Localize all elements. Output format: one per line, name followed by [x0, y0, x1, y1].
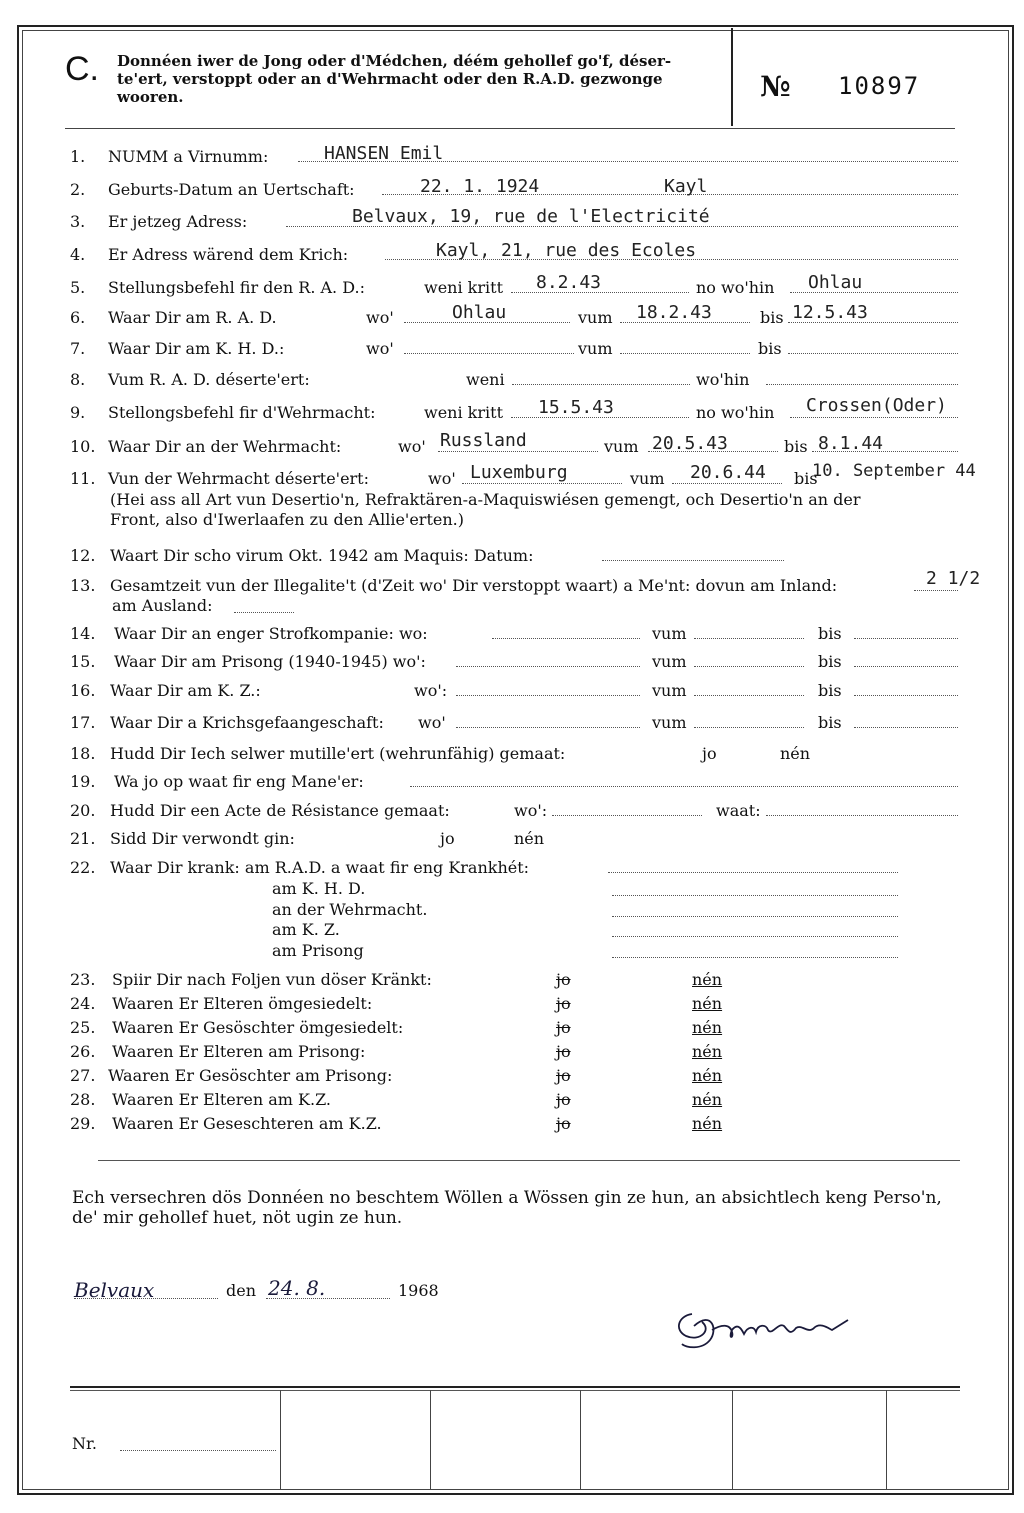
- option-yes[interactable]: jo: [556, 994, 571, 1013]
- sub-label: bis: [818, 713, 842, 732]
- option-no[interactable]: nén: [692, 1018, 723, 1037]
- row-label: Waar Dir an der Wehrmacht:: [108, 437, 342, 456]
- row-label: Hudd Dir een Acte de Résistance gemaat:: [110, 801, 450, 820]
- row-number: 24.: [70, 994, 96, 1013]
- row-label: Wa jo op waat fir eng Mane'er:: [114, 772, 364, 791]
- row-13-note: am Ausland:: [112, 596, 213, 615]
- row-number: 17.: [70, 713, 96, 732]
- sub-label: wo': [366, 339, 394, 358]
- row-number: 16.: [70, 681, 96, 700]
- den-label: den: [226, 1281, 257, 1300]
- field-value: 12.5.43: [792, 302, 868, 323]
- option-no[interactable]: nén: [692, 1090, 723, 1109]
- field-line[interactable]: [766, 801, 958, 816]
- field-value: Crossen(Oder): [806, 395, 947, 416]
- option-yes[interactable]: jo: [556, 1018, 571, 1037]
- sub-label: bis: [758, 339, 782, 358]
- row-number: 4.: [70, 245, 86, 264]
- sub-label: wo': [418, 713, 446, 732]
- footer-rule: [70, 1386, 960, 1388]
- row-number: 22.: [70, 858, 96, 877]
- section-letter: C.: [65, 50, 99, 88]
- header-rule: [65, 128, 955, 129]
- field-value: 20.6.44: [690, 462, 766, 483]
- sub-label: no wo'hin: [696, 403, 775, 422]
- field-line[interactable]: [766, 370, 958, 385]
- footer-column-divider: [886, 1390, 887, 1490]
- field-line[interactable]: [234, 598, 294, 613]
- field-line[interactable]: [612, 943, 898, 958]
- field-value: 15.5.43: [538, 397, 614, 418]
- field-value: Ohlau: [452, 302, 507, 323]
- footer-rule-2: [70, 1390, 960, 1391]
- field-value: Belvaux, 19, rue de l'Electricité: [352, 206, 710, 227]
- row-number: 1.: [70, 147, 86, 166]
- field-line[interactable]: [612, 922, 898, 937]
- section-title: Donnéen iwer de Jong oder d'Médchen, déém gehollef go'f, déser-te'ert, verstoppt oder an d'Wehrmacht oder den R.A.D. gezwonge wooren.: [117, 52, 672, 106]
- field-line[interactable]: [512, 370, 690, 385]
- sub-label: vum: [578, 308, 613, 327]
- sub-label: bis: [818, 624, 842, 643]
- row-label: Waaren Er Geseschteren am K.Z.: [112, 1114, 382, 1133]
- sub-label: bis: [794, 469, 818, 488]
- sub-label: weni kritt: [424, 403, 503, 422]
- sub-label: weni kritt: [424, 278, 503, 297]
- field-line[interactable]: [694, 713, 804, 728]
- field-value: 2 1/2: [926, 568, 981, 589]
- row-number: 20.: [70, 801, 96, 820]
- option-no[interactable]: nén: [692, 970, 723, 989]
- field-line[interactable]: [694, 681, 804, 696]
- field-value: 10. September 44: [812, 461, 976, 481]
- field-value: 22. 1. 1924: [420, 176, 540, 197]
- row-label: Er Adress wärend dem Krich:: [108, 245, 349, 264]
- row-number: 28.: [70, 1090, 96, 1109]
- field-line[interactable]: [612, 881, 898, 896]
- row-number: 11.: [70, 469, 96, 488]
- option-yes[interactable]: jo: [556, 970, 571, 989]
- option-no[interactable]: nén: [692, 1066, 723, 1085]
- row-number: 8.: [70, 370, 86, 389]
- row-label: Er jetzeg Adress:: [108, 212, 248, 231]
- row-11-note-2: Front, also d'Iwerlaafen zu den Allie'erten.): [110, 510, 464, 529]
- field-line[interactable]: [854, 681, 958, 696]
- row-label: Waar Dir am K. Z.:: [110, 681, 261, 700]
- row-label: Waaren Er Elteren am Prisong:: [112, 1042, 366, 1061]
- field-line[interactable]: [620, 339, 750, 354]
- field-line[interactable]: [854, 624, 958, 639]
- option-no[interactable]: nén: [780, 744, 811, 763]
- row-label: Waaren Er Elteren ömgesiedelt:: [112, 994, 373, 1013]
- sub-label: wo'hin: [696, 370, 750, 389]
- declaration-text: Ech versechren dös Donnéen no beschtem Wöllen a Wössen gin ze hun, an absichtlech keng Perso'n, de' mir gehollef huet, nöt ugin ze hun.: [72, 1188, 942, 1228]
- field-value: HANSEN Emil: [324, 143, 444, 164]
- sub-label: wo': [398, 437, 426, 456]
- row-number: 29.: [70, 1114, 96, 1133]
- header-divider: [731, 28, 733, 126]
- field-value: 8.2.43: [536, 272, 602, 293]
- row-label: Stellungsbefehl fir den R. A. D.:: [108, 278, 365, 297]
- row-label: Sidd Dir verwondt gin:: [110, 829, 295, 848]
- field-line[interactable]: [854, 652, 958, 667]
- row-label: NUMM a Virnumm:: [108, 147, 269, 166]
- row-label: Waart Dir scho virum Okt. 1942 am Maquis: Datum:: [110, 546, 534, 565]
- form-number: 10897: [838, 72, 921, 100]
- sub-label: vum: [652, 624, 687, 643]
- field-value: 18.2.43: [636, 302, 712, 323]
- handwritten-signature: [672, 1300, 872, 1360]
- row-number: 13.: [70, 576, 96, 595]
- sub-label: weni: [466, 370, 505, 389]
- row-number: 12.: [70, 546, 96, 565]
- row-number: 6.: [70, 308, 86, 327]
- section-rule: [98, 1160, 960, 1161]
- footer-column-divider: [280, 1390, 281, 1490]
- row-label: Waar Dir am R. A. D.: [108, 308, 277, 327]
- field-line[interactable]: [552, 801, 702, 816]
- sub-label: vum: [578, 339, 613, 358]
- option-no[interactable]: nén: [514, 829, 545, 848]
- sub-label: bis: [818, 652, 842, 671]
- row-number: 27.: [70, 1066, 96, 1085]
- row-label: Spiir Dir nach Foljen vun döser Kränkt:: [112, 970, 432, 989]
- row-label: Waaren Er Gesöschter am Prisong:: [108, 1066, 393, 1085]
- option-yes[interactable]: jo: [556, 1090, 571, 1109]
- sub-label: waat:: [716, 801, 761, 820]
- sub-label: vum: [630, 469, 665, 488]
- row-label: Vun der Wehrmacht déserte'ert:: [108, 469, 369, 488]
- field-value: Russland: [440, 430, 527, 451]
- signature-place: Belvaux: [74, 1278, 155, 1302]
- field-line[interactable]: [612, 902, 898, 917]
- row-number: 3.: [70, 212, 86, 231]
- row-number: 9.: [70, 403, 86, 422]
- sub-label: wo': [366, 308, 394, 327]
- field-value: Kayl, 21, rue des Ecoles: [436, 240, 697, 261]
- sub-label: wo': [428, 469, 456, 488]
- footer-column-divider: [430, 1390, 431, 1490]
- row-number: 18.: [70, 744, 96, 763]
- field-value: Ohlau: [808, 272, 863, 293]
- row-label: Stellongsbefehl fir d'Wehrmacht:: [108, 403, 376, 422]
- option-no[interactable]: nén: [692, 994, 723, 1013]
- field-line[interactable]: [608, 858, 898, 873]
- row-number: 14.: [70, 624, 96, 643]
- option-no[interactable]: nén: [692, 1042, 723, 1061]
- row-label: Waar Dir am Prisong (1940-1945) wo':: [114, 652, 426, 671]
- sub-label: vum: [604, 437, 639, 456]
- row-label: Vum R. A. D. déserte'ert:: [108, 370, 310, 389]
- option-no[interactable]: nén: [692, 1114, 723, 1133]
- row-number: 7.: [70, 339, 86, 358]
- row-number: 15.: [70, 652, 96, 671]
- row-22-sub: am Prisong: [272, 941, 364, 960]
- sub-label: vum: [652, 713, 687, 732]
- row-11-note: (Hei ass all Art vun Desertio'n, Refraktären-a-Maquiswiésen gemengt, och Desertio'n an der: [110, 490, 861, 509]
- row-number: 25.: [70, 1018, 96, 1037]
- field-line[interactable]: [694, 624, 804, 639]
- row-label: Waaren Er Gesöschter ömgesiedelt:: [112, 1018, 404, 1037]
- option-yes[interactable]: jo: [556, 1066, 571, 1085]
- field-value: 20.5.43: [652, 433, 728, 454]
- field-line[interactable]: [854, 713, 958, 728]
- option-yes[interactable]: jo: [440, 829, 455, 848]
- sub-label: vum: [652, 681, 687, 700]
- number-label: №: [760, 70, 791, 103]
- option-yes[interactable]: jo: [556, 1114, 571, 1133]
- option-yes[interactable]: jo: [556, 1042, 571, 1061]
- row-number: 5.: [70, 278, 86, 297]
- signature-date: 24. 8.: [268, 1276, 326, 1300]
- row-number: 10.: [70, 437, 96, 456]
- row-label: Waar Dir a Krichsgefaangeschaft:: [110, 713, 384, 732]
- footer-column-divider: [580, 1390, 581, 1490]
- date-field-line[interactable]: [266, 1284, 390, 1299]
- row-label: Waar Dir am K. H. D.:: [108, 339, 285, 358]
- row-label: Hudd Dir Iech selwer mutille'ert (wehrunfähig) gemaat:: [110, 744, 566, 763]
- row-label: Waar Dir an enger Strofkompanie: wo:: [114, 624, 428, 643]
- field-line[interactable]: [694, 652, 804, 667]
- row-number: 2.: [70, 180, 86, 199]
- row-22-sub: am K. Z.: [272, 920, 340, 939]
- field-line[interactable]: [456, 713, 640, 728]
- sub-label: bis: [760, 308, 784, 327]
- footer-column-divider: [732, 1390, 733, 1490]
- option-yes[interactable]: jo: [702, 744, 717, 763]
- sub-label: bis: [818, 681, 842, 700]
- row-22-sub: an der Wehrmacht.: [272, 900, 428, 919]
- row-label: Gesamtzeit vun der Illegalite't (d'Zeit wo' Dir verstoppt waart) a Me'nt: dovun am Inland:: [110, 576, 838, 595]
- field-line[interactable]: [456, 652, 640, 667]
- sub-label: wo':: [514, 801, 548, 820]
- row-number: 23.: [70, 970, 96, 989]
- row-label: Waaren Er Elteren am K.Z.: [112, 1090, 332, 1109]
- field-line[interactable]: [492, 624, 640, 639]
- place-field-line[interactable]: [74, 1284, 218, 1299]
- sub-label: bis: [784, 437, 808, 456]
- field-value: 8.1.44: [818, 433, 884, 454]
- sub-label: no wo'hin: [696, 278, 775, 297]
- field-value: Luxemburg: [470, 462, 568, 483]
- row-number: 19.: [70, 772, 96, 791]
- signature-year: 1968: [398, 1281, 439, 1300]
- field-line[interactable]: [410, 772, 958, 787]
- field-line[interactable]: [404, 339, 574, 354]
- field-line[interactable]: [788, 339, 958, 354]
- row-number: 26.: [70, 1042, 96, 1061]
- footer-nr-label: Nr.: [72, 1434, 97, 1453]
- field-value-place: Kayl: [664, 176, 708, 197]
- row-22-sub: am K. H. D.: [272, 879, 366, 898]
- row-label: Waar Dir krank: am R.A.D. a waat fir eng Krankhét:: [110, 858, 530, 877]
- field-line[interactable]: [456, 681, 640, 696]
- row-label: Geburts-Datum an Uertschaft:: [108, 180, 355, 199]
- field-line[interactable]: [602, 546, 784, 561]
- nr-field-line[interactable]: [120, 1436, 276, 1451]
- sub-label: vum: [652, 652, 687, 671]
- row-number: 21.: [70, 829, 96, 848]
- sub-label: wo':: [414, 681, 448, 700]
